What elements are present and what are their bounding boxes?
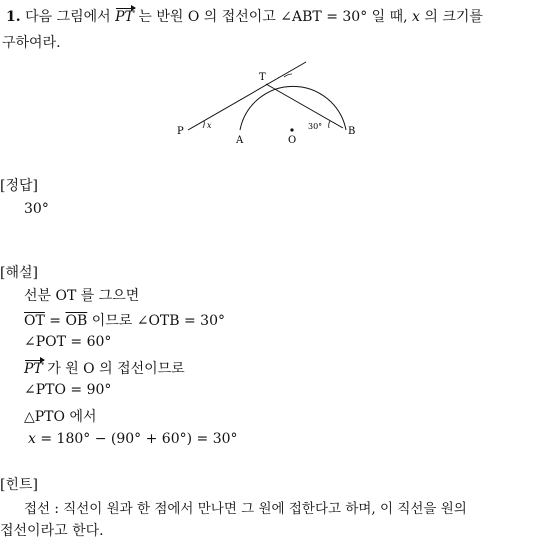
label-a: A <box>236 135 244 146</box>
hint-line-1: 접선 : 직선이 원과 한 점에서 만나면 그 원에 접한다고 하며, 이 직선을 원의 <box>24 501 467 517</box>
solution-line-5: ∠PTO = 90° <box>24 382 112 398</box>
problem-number: 1. <box>6 9 21 25</box>
label-p: P <box>177 126 184 137</box>
label-angle-30: 30° <box>308 122 323 131</box>
answer-value: 30° <box>24 201 49 217</box>
solution-line-7 <box>28 431 238 447</box>
angle-mark-x <box>203 121 204 128</box>
segment-ob: $\overline{OB}$ <box>65 313 88 329</box>
label-b: B <box>348 126 356 137</box>
geometry-figure <box>0 0 534 160</box>
segment-ot: $\overline{OT}$ <box>24 313 45 329</box>
solution-header: [해설] <box>0 265 38 281</box>
solution-line-4 <box>24 358 185 378</box>
solution-line-7-eq: = 180° − (90° + 60°) = 30° <box>40 431 238 447</box>
hint-line-2: 접선이라고 한다. <box>0 523 104 539</box>
problem-line-2: 구하여라. <box>2 35 61 51</box>
variable-x: x <box>412 9 420 25</box>
center-point <box>290 128 293 131</box>
label-angle-x: x <box>207 121 212 130</box>
hint-header: [힌트] <box>0 477 38 493</box>
angle-mark-b <box>329 121 330 128</box>
solution-line-4-post: 가 원 O 의 접선이므로 <box>47 361 185 377</box>
equals-sign: = <box>49 313 62 329</box>
problem-text-pre: 다음 그림에서 <box>25 9 111 25</box>
label-t: T <box>259 72 266 83</box>
solution-line-2-post: 이므로 ∠OTB = 30° <box>91 313 225 329</box>
solution-line-2 <box>24 310 225 330</box>
problem-text-mid: 는 반원 O 의 접선이고 ∠ABT = 30° 일 때, <box>138 9 408 25</box>
tangent-line <box>188 62 306 130</box>
chord-tb <box>266 84 343 128</box>
solution-line-6: △PTO 에서 <box>24 409 97 425</box>
solution-line-1: 선분 OT 를 그으면 <box>24 288 140 304</box>
semicircle-arc <box>240 86 346 130</box>
solution-line-3: ∠POT = 60° <box>24 334 112 350</box>
variable-x-2: x <box>28 431 36 447</box>
label-o: O <box>288 135 297 146</box>
problem-text-post: 의 크기를 <box>424 9 483 25</box>
vector-pt: PT <box>115 9 134 25</box>
vector-pt-2: PT <box>24 361 43 377</box>
answer-header: [정답] <box>0 178 38 194</box>
